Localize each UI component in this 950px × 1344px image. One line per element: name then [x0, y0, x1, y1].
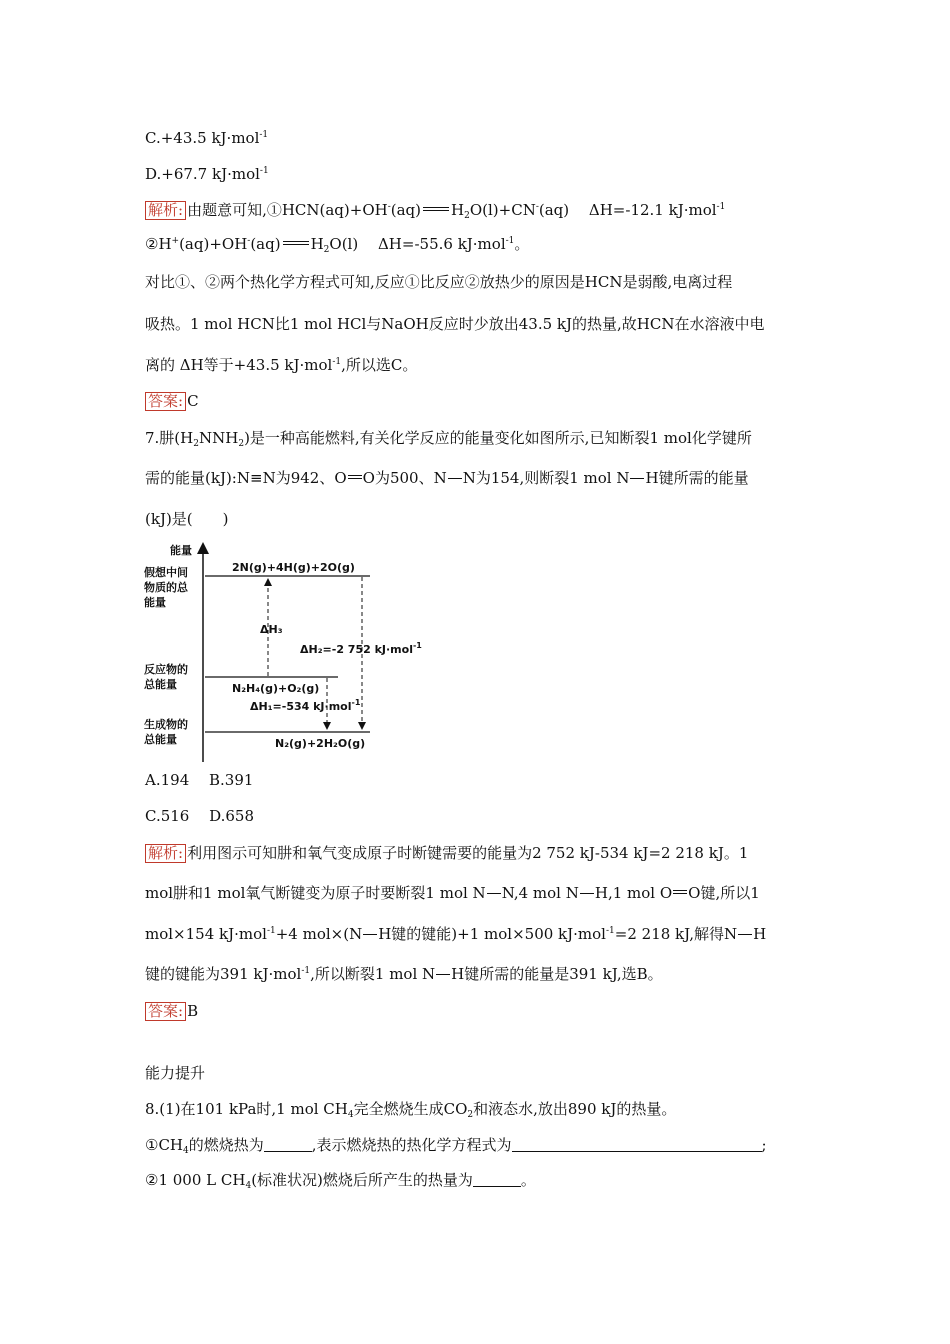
- q7-analysis-line-3: mol×154 kJ·mol$^{-1}$+4 mol×(N H键的键能)+1 mol×500 kJ·mol$^{-1}$=2 218 kJ,解得N H: [145, 925, 767, 943]
- answer-tag: 答案:: [145, 392, 186, 411]
- q7-analysis-line-2: mol肼和1 mol氧气断键变为原子时要断裂1 mol N N,4 mol N H,1 mol O O键,所以1: [145, 884, 760, 902]
- reactant-species: N₂H₄(g)+O₂(g): [232, 682, 320, 695]
- q6-paragraph-line-2: 吸热。1 mol HCN比1 mol HCl与NaOH反应时少放出43.5 kJ的热量,故HCN在水溶液中电: [145, 315, 765, 333]
- option-d-line: D.+67.7 kJ·mol$^{-1}$: [145, 165, 269, 183]
- q7-answer: B: [187, 1002, 199, 1020]
- q8-stem-line-2: $①CH_4$的燃烧热为 ,表示燃烧热的热化学方程式为 ;: [145, 1136, 767, 1156]
- q7-analysis-line-4: 键的键能为391 kJ·mol$^{-1}$,所以断裂1 mol N H键所需的能量是391 kJ,选B。: [145, 965, 663, 983]
- q7-stem-line-3: (kJ)是( ): [145, 510, 229, 528]
- q7-answer-line: [145, 1001, 198, 1021]
- dh2-label: ΔH₂=-2 752 kJ·mol$^{-1}$: [300, 641, 422, 656]
- dh3-label: ΔH₃: [260, 623, 283, 636]
- q7-stem-line-1: 7.肼$(H_2NNH_2)$是一种高能燃料,有关化学反应的能量变化如图所示,已知断裂1 mol化学键所: [145, 429, 752, 449]
- upper-species: 2N(g)+4H(g)+2O(g): [232, 561, 355, 574]
- q6-analysis-line-2: ②H+(aq)+OH-(aq) $H_2O(l)$ ΔH=-55.6 kJ·mol$^{-1}$。: [145, 235, 530, 255]
- reactant-level-label-2: 总能量: [144, 678, 177, 691]
- option-c-line: C.+43.5 kJ·mol$^{-1}$: [145, 129, 269, 147]
- product-level-label-1: 生成物的: [144, 718, 188, 731]
- q7-options-line-1: A.194 B.391: [145, 771, 254, 789]
- product-level-label-2: 总能量: [144, 733, 177, 746]
- q6-answer: C: [187, 392, 199, 410]
- q6-analysis-line-1: 解析: 由题意可知,①HCN(aq)+OH-(aq) $H_2O(l)+CN^-(aq)$ ΔH=-12.1 kJ·mol$^{-1}$: [145, 200, 725, 220]
- upper-level-label-3: 能量: [144, 596, 166, 609]
- upper-level-label-2: 物质的总: [144, 581, 188, 594]
- section-title: 能力提升: [145, 1064, 206, 1082]
- q6-paragraph-line-1: 对比①、②两个热化学方程式可知,反应①比反应②放热少的原因是HCN是弱酸,电离过程: [145, 273, 733, 291]
- option-c-text: C.+43.5 kJ·mol: [145, 129, 260, 147]
- q7-stem-line-2: 需的能量(kJ):N≡N为942、O O为500、N N为154,则断裂1 mol N H键所需的能量: [145, 469, 749, 487]
- q6-answer-line: [145, 391, 199, 411]
- q8-stem-line-3: ②1 000 L $CH_4$(标准状况)燃烧后所产生的热量为 。: [145, 1171, 536, 1191]
- heat-released-blank[interactable]: [473, 1171, 521, 1187]
- energy-level-diagram: [140, 540, 440, 770]
- analysis-tag: 解析:: [145, 201, 186, 220]
- combustion-heat-blank[interactable]: [264, 1136, 312, 1152]
- q6-paragraph-line-3: 离的 ΔH等于+43.5 kJ·mol$^{-1}$,所以选C。: [145, 356, 418, 374]
- product-species: N₂(g)+2H₂O(g): [275, 737, 366, 750]
- thermochemical-equation-blank[interactable]: [512, 1136, 762, 1152]
- option-d-text: D.+67.7 kJ·mol: [145, 165, 260, 183]
- reactant-level-label-1: 反应物的: [144, 663, 188, 676]
- equals-arrow: [423, 207, 449, 211]
- dh1-label: ΔH₁=-534 kJ·mol$^{-1}$: [250, 698, 361, 713]
- q7-options-line-2: C.516 D.658: [145, 807, 254, 825]
- q7-analysis-line-1: 解析: 利用图示可知肼和氧气变成原子时断键需要的能量为2 752 kJ-534 kJ=2 218 kJ。1: [145, 843, 748, 863]
- equals-arrow: [283, 241, 309, 245]
- upper-level-label-1: 假想中间: [144, 566, 188, 579]
- answer-tag: 答案:: [145, 1002, 186, 1021]
- q8-stem-line-1: 8.(1)在101 kPa时,1 mol $CH_4$完全燃烧生成$CO_2$和液态水,放出890 kJ的热量。: [145, 1100, 677, 1120]
- y-axis-label: 能量: [170, 544, 192, 557]
- analysis-tag: 解析:: [145, 844, 186, 863]
